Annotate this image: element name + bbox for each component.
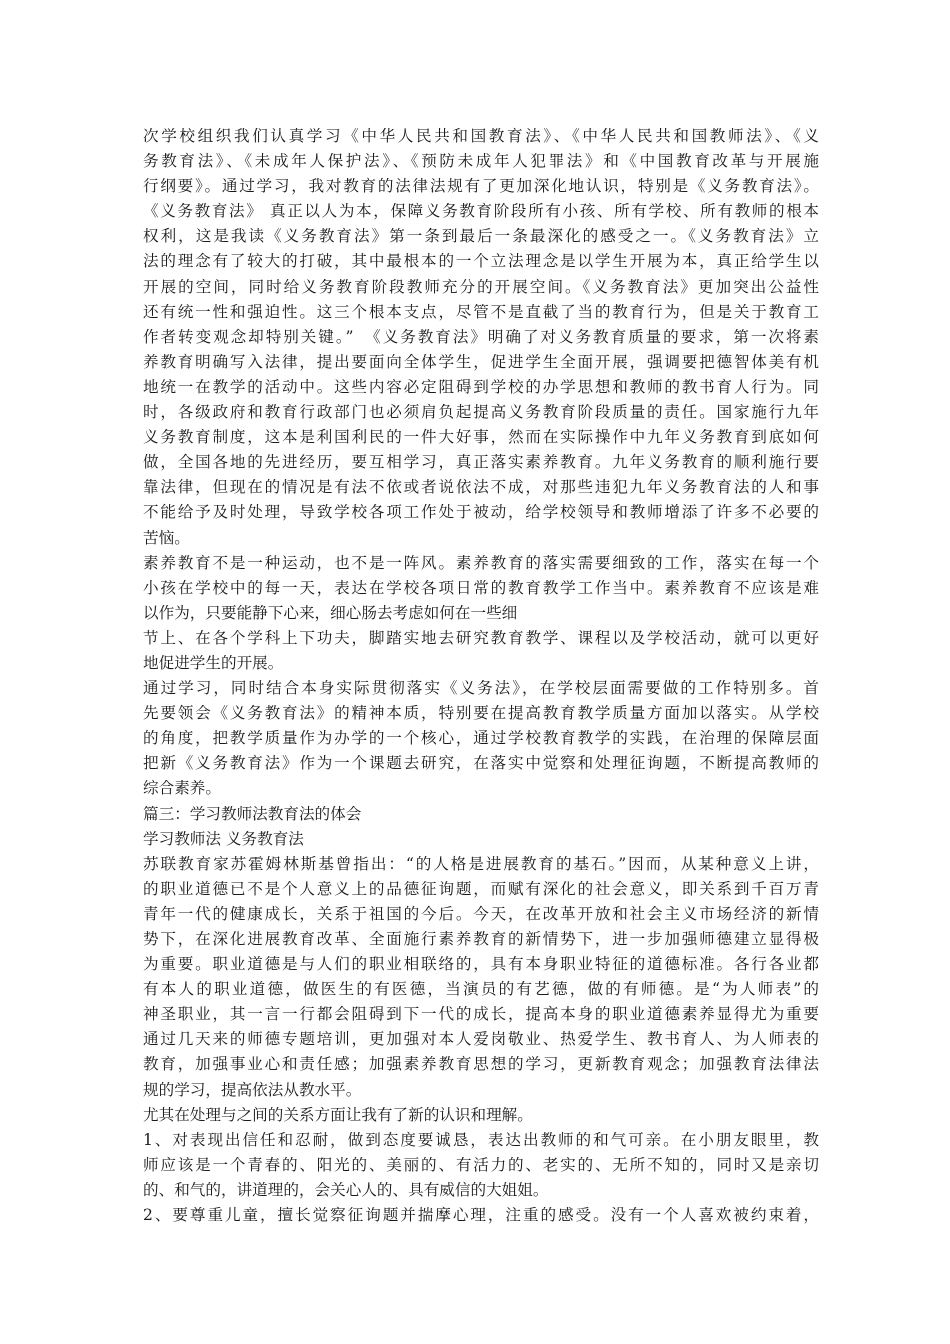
document-body	[143, 124, 819, 1228]
text-line: 地统一在教学的活动中。这些内容必定阻碍到学校的办学思想和教师的教书育人行为。同	[143, 377, 819, 396]
text-line: 以作为，只要能静下心来，细心肠去考虑如何在一些细	[143, 603, 518, 622]
text-line: 通过学习，同时结合本身实际贯彻落实《义务法》，在学校层面需要做的工作特别多。首	[143, 679, 819, 698]
text-line: 势下，在深化进展教育改革、全面施行素养教育的新情势下，进一步加强师德建立显得极	[143, 930, 819, 948]
text-line: 综合素养。	[143, 779, 221, 798]
text-line: 素养教育不是一种运动，也不是一阵风。素养教育的落实需要细致的工作，落实在每一个	[143, 553, 819, 572]
text-line: 的角度，把教学质量作为办学的一个核心，通过学校教育教学的实践，在治理的保障层面	[143, 729, 819, 748]
text-line: 《义务教育法》 真正以人为本，保障义务教育阶段所有小孩、所有学校、所有教师的根本	[143, 202, 819, 221]
text-line: 学习教师法 义务教育法	[143, 829, 304, 848]
text-line: 做，全国各地的先进经历，要互相学习，真正落实素养教育。九年义务教育的顺利施行要	[143, 453, 819, 472]
text-line: 小孩在学校中的每一天，表达在学校各项日常的教育教学工作当中。素养教育不应该是难	[143, 578, 819, 597]
text-line: 把新《义务教育法》作为一个课题去研究，在落实中觉察和处理征询题，不断提高教师的	[143, 754, 819, 773]
text-line: 1、对表现出信任和忍耐，做到态度要诚恳，表达出教师的和气可亲。在小朋友眼里，教	[143, 1130, 819, 1149]
text-line: 开展的空间，同时给义务教育阶段教师充分的开展空间。《义务教育法》更加突出公益性	[143, 277, 819, 296]
text-line: 通过几天来的师德专题培训，更加强对本人爱岗敬业、热爱学生、教书育人、为人师表的	[143, 1030, 819, 1049]
text-line: 师应该是一个青春的、阳光的、美丽的、有活力的、老实的、无所不知的，同时又是亲切	[143, 1155, 819, 1174]
text-line: 先要领会《义务教育法》的精神本质，特别要在提高教育教学质量方面加以落实。从学校	[143, 704, 819, 723]
text-line: 苏联教育家苏霍姆林斯基曾指出：“的人格是进展教育的基石。”因而，从某种意义上讲，	[143, 854, 819, 873]
text-line: 地促进学生的开展。	[143, 653, 284, 672]
text-line: 教育，加强事业心和责任感；加强素养教育思想的学习，更新教育观念；加强教育法律法	[143, 1055, 819, 1074]
text-line: 养教育明确写入法律，提出要面向全体学生，促进学生全面开展，强调要把德智体美有机	[143, 352, 819, 371]
text-line: 务教育法》、《未成年人保护法》、《预防未成年人犯罪法》和《中国教育改革与开展施	[143, 152, 819, 171]
text-line: 作者转变观念却特别关键。” 《义务教育法》明确了对义务教育质量的要求，第一次将素	[143, 327, 819, 346]
text-line: 有本人的职业道德，做医生的有医德，当演员的有艺德，做的有师德。是“为人师表”的	[143, 980, 819, 999]
text-line: 的、和气的，讲道理的，会关心人的、具有威信的大姐姐。	[143, 1180, 549, 1199]
text-line: 苦恼。	[143, 528, 190, 547]
text-line: 青年一代的健康成长，关系于祖国的今后。今天，在改革开放和社会主义市场经济的新情	[143, 904, 819, 923]
text-line: 2、要尊重儿童，擅长觉察征询题并揣摩心理，注重的感受。没有一个人喜欢被约束着，	[143, 1206, 819, 1225]
text-line: 为重要。职业道德是与人们的职业相联络的，具有本身职业特征的道德标准。各行各业都	[143, 955, 819, 974]
text-line: 权利，这是我读《义务教育法》第一条到最后一条最深化的感受之一。《义务教育法》立	[143, 227, 819, 246]
text-line: 次学校组织我们认真学习《中华人民共和国教育法》、《中华人民共和国教师法》、《义	[143, 127, 819, 145]
text-line: 尤其在处理与之间的关系方面让我有了新的认识和理解。	[143, 1105, 533, 1124]
text-line: 法的理念有了较大的打破，其中最根本的一个立法理念是以学生开展为本，真正给学生以	[143, 252, 819, 271]
text-line: 篇三：学习教师法教育法的体会	[143, 804, 362, 823]
text-line: 规的学习，提高依法从教水平。	[143, 1080, 362, 1099]
text-line: 的职业道德已不是个人意义上的品德征询题，而赋有深化的社会意义，即关系到千百万青	[143, 879, 819, 898]
text-line: 靠法律，但现在的情况是有法不依或者说依法不成，对那些违犯九年义务教育法的人和事	[143, 478, 819, 497]
text-line: 不能给予及时处理，导致学校各项工作处于被动，给学校领导和教师增添了许多不必要的	[143, 503, 819, 522]
text-line: 神圣职业，其一言一行都会阻碍到下一代的成长，提高本身的职业道德素养显得尤为重要	[143, 1005, 819, 1024]
text-line: 节上、在各个学科上下功夫，脚踏实地去研究教育教学、课程以及学校活动，就可以更好	[143, 628, 819, 647]
text-line: 义务教育制度，这本是利国利民的一件大好事，然而在实际操作中九年义务教育到底如何	[143, 428, 819, 447]
text-line: 还有统一性和强迫性。这三个根本支点，尽管不是直截了当的教育行为，但是关于教育工	[143, 302, 819, 321]
text-line: 行纲要》。通过学习，我对教育的法律法规有了更加深化地认识，特别是《义务教育法》。	[143, 177, 819, 196]
text-line: 时，各级政府和教育行政部门也必须肩负起提高义务教育阶段质量的责任。国家施行九年	[143, 403, 819, 422]
